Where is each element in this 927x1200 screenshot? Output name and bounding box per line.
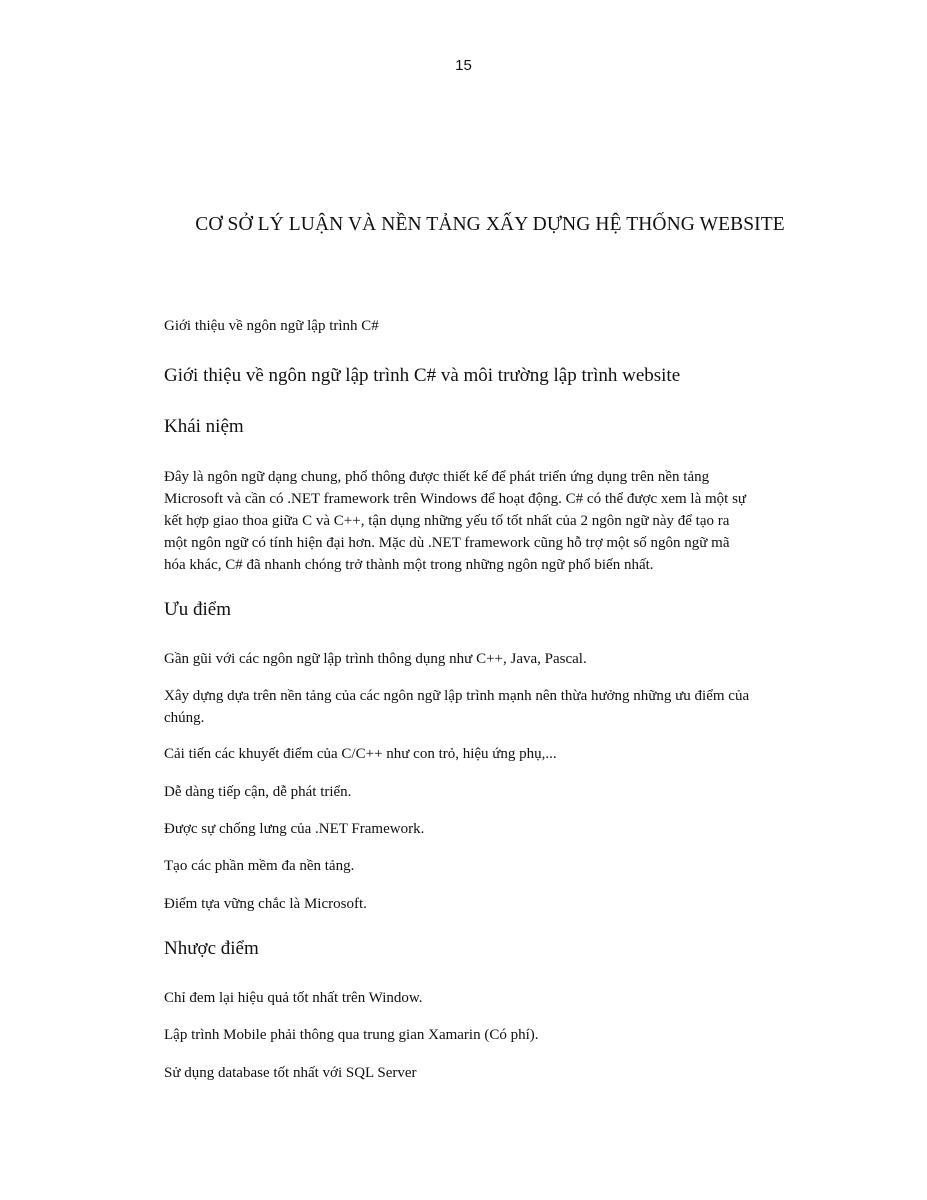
concept-line: Microsoft và cần có .NET framework trên Windows để hoạt động. C# có thể được xem là một sự [164,491,747,507]
advantage-item: Xây dựng dựa trên nền tảng của các ngôn ngữ lập trình mạnh nên thừa hưởng những ưu điểm của [164,688,750,704]
advantage-item: Cải tiến các khuyết điểm của C/C++ như con trỏ, hiệu ứng phụ,... [164,746,557,762]
advantage-item: Điểm tựa vững chắc là Microsoft. [164,896,367,912]
section-label: Giới thiệu về ngôn ngữ lập trình C# [164,318,379,334]
subsection-title: Giới thiệu về ngôn ngữ lập trình C# và môi trường lập trình website [164,365,681,386]
concept-line: kết hợp giao thoa giữa C và C++, tận dụng những yếu tố tốt nhất của 2 ngôn ngữ này để tạo ra [164,513,730,529]
concept-heading: Khái niệm [164,416,244,437]
disadvantage-item: Chỉ đem lại hiệu quả tốt nhất trên Window. [164,990,423,1006]
advantage-item: Được sự chống lưng của .NET Framework. [164,821,425,837]
concept-paragraph [164,466,819,576]
chapter-title: CƠ SỞ LÝ LUẬN VÀ NỀN TẢNG XẤY DỰNG HỆ THỐNG WEBSITE [195,214,785,235]
advantages-heading: Ưu điểm [164,599,231,620]
advantage-item: Dễ dàng tiếp cận, dễ phát triển. [164,784,352,800]
advantage-item: Gần gũi với các ngôn ngữ lập trình thông dụng như C++, Java, Pascal. [164,651,587,667]
concept-line: hóa khác, C# đã nhanh chóng trở thành một trong những ngôn ngữ phổ biến nhất. [164,557,654,573]
disadvantage-item: Lập trình Mobile phải thông qua trung gian Xamarin (Có phí). [164,1027,539,1043]
page-number: 15 [455,57,472,74]
advantage-item-continuation: chúng. [164,710,205,726]
disadvantages-heading: Nhược điểm [164,938,259,959]
concept-line: một ngôn ngữ có tính hiện đại hơn. Mặc dù .NET framework cũng hỗ trợ một số ngôn ngữ mã [164,535,730,551]
advantage-item: Tạo các phần mềm đa nền tảng. [164,858,355,874]
concept-line: Đây là ngôn ngữ dạng chung, phổ thông được thiết kế để phát triển ứng dụng trên nền tảng [164,469,710,485]
disadvantage-item: Sử dụng database tốt nhất với SQL Server [164,1065,417,1081]
